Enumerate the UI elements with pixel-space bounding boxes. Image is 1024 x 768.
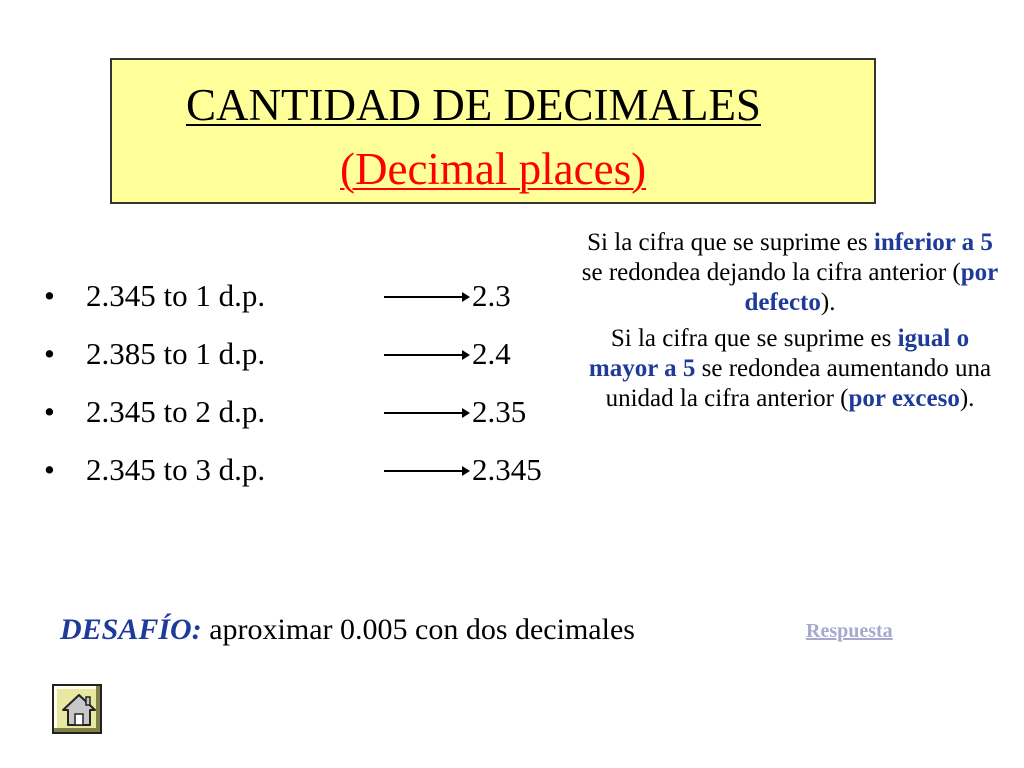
example-answer: 2.345 — [472, 452, 542, 487]
arrow-right-icon — [384, 348, 470, 362]
arrow-right-icon — [384, 290, 470, 304]
home-button[interactable] — [52, 684, 102, 734]
rounding-rules — [580, 228, 1000, 420]
challenge-text: aproximar 0.005 con dos decimales — [209, 613, 635, 646]
example-answer: 2.35 — [472, 394, 527, 429]
rule-text: se redondea dejando la cifra anterior ( — [581, 259, 961, 286]
rule-emphasis: inferior a 5 — [873, 229, 993, 256]
rule-text: se redondea aumentando una unidad la cifra anterior ( — [605, 355, 992, 412]
rule-text: ). — [820, 289, 836, 316]
rule-round-up — [580, 324, 1000, 414]
page-subtitle: (Decimal places) — [340, 144, 647, 194]
example-answer: 2.4 — [472, 336, 511, 371]
bullet: • — [44, 394, 55, 429]
example-question: 2.345 to 3 d.p. — [86, 452, 266, 487]
example-question: 2.345 to 1 d.p. — [86, 278, 266, 313]
example-question: 2.385 to 1 d.p. — [86, 336, 266, 371]
bullet: • — [44, 336, 55, 371]
example-question: 2.345 to 2 d.p. — [86, 394, 266, 429]
example-answer: 2.3 — [472, 278, 511, 313]
rule-emphasis: igual o mayor a 5 — [588, 325, 970, 382]
challenge-label: DESAFÍO: — [60, 613, 202, 646]
rule-text: Si la cifra que se suprime es — [610, 325, 892, 352]
rule-emphasis: por defecto — [744, 259, 999, 316]
home-icon — [61, 692, 97, 728]
bullet: • — [44, 278, 55, 313]
title-box — [110, 58, 876, 204]
rule-text: ). — [959, 385, 975, 412]
rule-text: Si la cifra que se suprime es — [587, 229, 868, 256]
page-title: CANTIDAD DE DECIMALES — [186, 80, 761, 130]
bullet: • — [44, 452, 55, 487]
arrow-right-icon — [384, 464, 470, 478]
arrow-right-icon — [384, 406, 470, 420]
challenge — [60, 610, 635, 650]
rule-round-down — [580, 228, 1000, 318]
rule-emphasis: por exceso — [848, 385, 960, 412]
answer-link[interactable]: Respuesta — [806, 620, 893, 642]
